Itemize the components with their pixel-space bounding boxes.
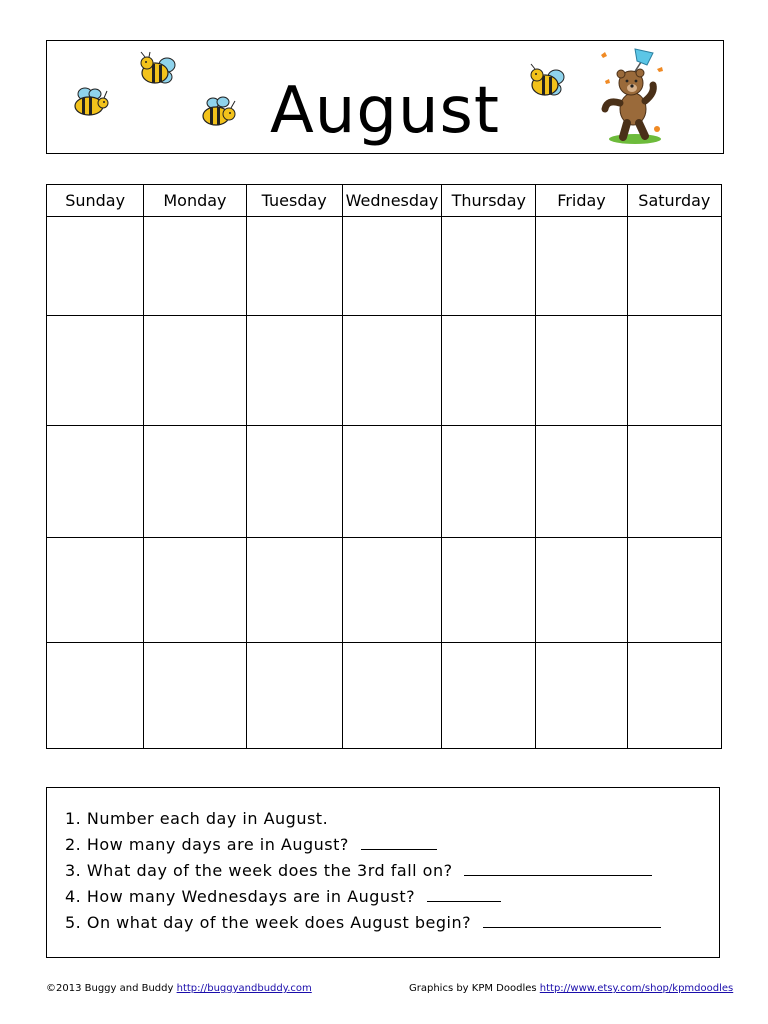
questions-box: [46, 787, 720, 958]
buggyandbuddy-link[interactable]: http://buggyandbuddy.com: [176, 983, 312, 994]
day-cell[interactable]: [144, 643, 246, 749]
weekday-header: Monday: [144, 185, 246, 217]
weekday-header: Thursday: [442, 185, 536, 217]
weekday-header: Friday: [536, 185, 627, 217]
calendar-weeks: [47, 217, 722, 749]
day-cell[interactable]: [442, 538, 536, 643]
title-banner: [46, 40, 724, 154]
question-number: 1.: [65, 809, 82, 828]
day-cell[interactable]: [627, 643, 721, 749]
week-row: [47, 538, 722, 643]
day-cell[interactable]: [144, 426, 246, 538]
kpmdoodles-link[interactable]: http://www.etsy.com/shop/kpmdoodles: [539, 983, 734, 994]
day-cell[interactable]: [342, 426, 441, 538]
day-cell[interactable]: [144, 217, 246, 316]
day-cell[interactable]: [342, 217, 441, 316]
weekday-header-row: [47, 185, 722, 217]
day-cell[interactable]: [342, 643, 441, 749]
day-cell[interactable]: [536, 316, 627, 426]
footer-credit-right: [409, 983, 733, 994]
answer-blank[interactable]: [427, 887, 501, 902]
question-item: [65, 884, 719, 910]
question-item: [65, 832, 719, 858]
day-cell[interactable]: [342, 316, 441, 426]
question-item: [65, 806, 719, 832]
week-row: [47, 643, 722, 749]
graphics-credit-text: Graphics by KPM Doodles: [409, 983, 540, 994]
question-text: How many Wednesdays are in August?: [86, 887, 416, 906]
day-cell[interactable]: [246, 426, 342, 538]
day-cell[interactable]: [442, 217, 536, 316]
question-item: [65, 858, 719, 884]
question-number: 5.: [65, 913, 82, 932]
day-cell[interactable]: [47, 217, 144, 316]
day-cell[interactable]: [144, 316, 246, 426]
day-cell[interactable]: [627, 426, 721, 538]
question-item: [65, 910, 719, 936]
day-cell[interactable]: [47, 316, 144, 426]
question-text: How many days are in August?: [86, 835, 349, 854]
weekday-header: Tuesday: [246, 185, 342, 217]
day-cell[interactable]: [536, 217, 627, 316]
footer-credit-left: [46, 983, 312, 994]
question-text: On what day of the week does August begin?: [86, 913, 472, 932]
day-cell[interactable]: [442, 426, 536, 538]
day-cell[interactable]: [144, 538, 246, 643]
weekday-header: Sunday: [47, 185, 144, 217]
day-cell[interactable]: [47, 538, 144, 643]
day-cell[interactable]: [536, 538, 627, 643]
day-cell[interactable]: [627, 316, 721, 426]
day-cell[interactable]: [442, 316, 536, 426]
copyright-text: ©2013 Buggy and Buddy: [46, 983, 177, 994]
question-text: Number each day in August.: [86, 809, 329, 828]
question-number: 2.: [65, 835, 82, 854]
calendar-grid: [46, 184, 722, 749]
day-cell[interactable]: [536, 643, 627, 749]
day-cell[interactable]: [627, 538, 721, 643]
answer-blank[interactable]: [483, 913, 661, 928]
weekday-header: Wednesday: [342, 185, 441, 217]
day-cell[interactable]: [342, 538, 441, 643]
day-cell[interactable]: [536, 426, 627, 538]
question-text: What day of the week does the 3rd fall on?: [86, 861, 453, 880]
question-number: 4.: [65, 887, 82, 906]
answer-blank[interactable]: [361, 835, 437, 850]
day-cell[interactable]: [47, 426, 144, 538]
day-cell[interactable]: [442, 643, 536, 749]
day-cell[interactable]: [246, 538, 342, 643]
page-title: August: [270, 74, 500, 148]
weekday-header: Saturday: [627, 185, 721, 217]
day-cell[interactable]: [47, 643, 144, 749]
day-cell[interactable]: [246, 643, 342, 749]
day-cell[interactable]: [246, 217, 342, 316]
answer-blank[interactable]: [464, 861, 652, 876]
day-cell[interactable]: [246, 316, 342, 426]
week-row: [47, 426, 722, 538]
question-number: 3.: [65, 861, 82, 880]
week-row: [47, 217, 722, 316]
week-row: [47, 316, 722, 426]
day-cell[interactable]: [627, 217, 721, 316]
